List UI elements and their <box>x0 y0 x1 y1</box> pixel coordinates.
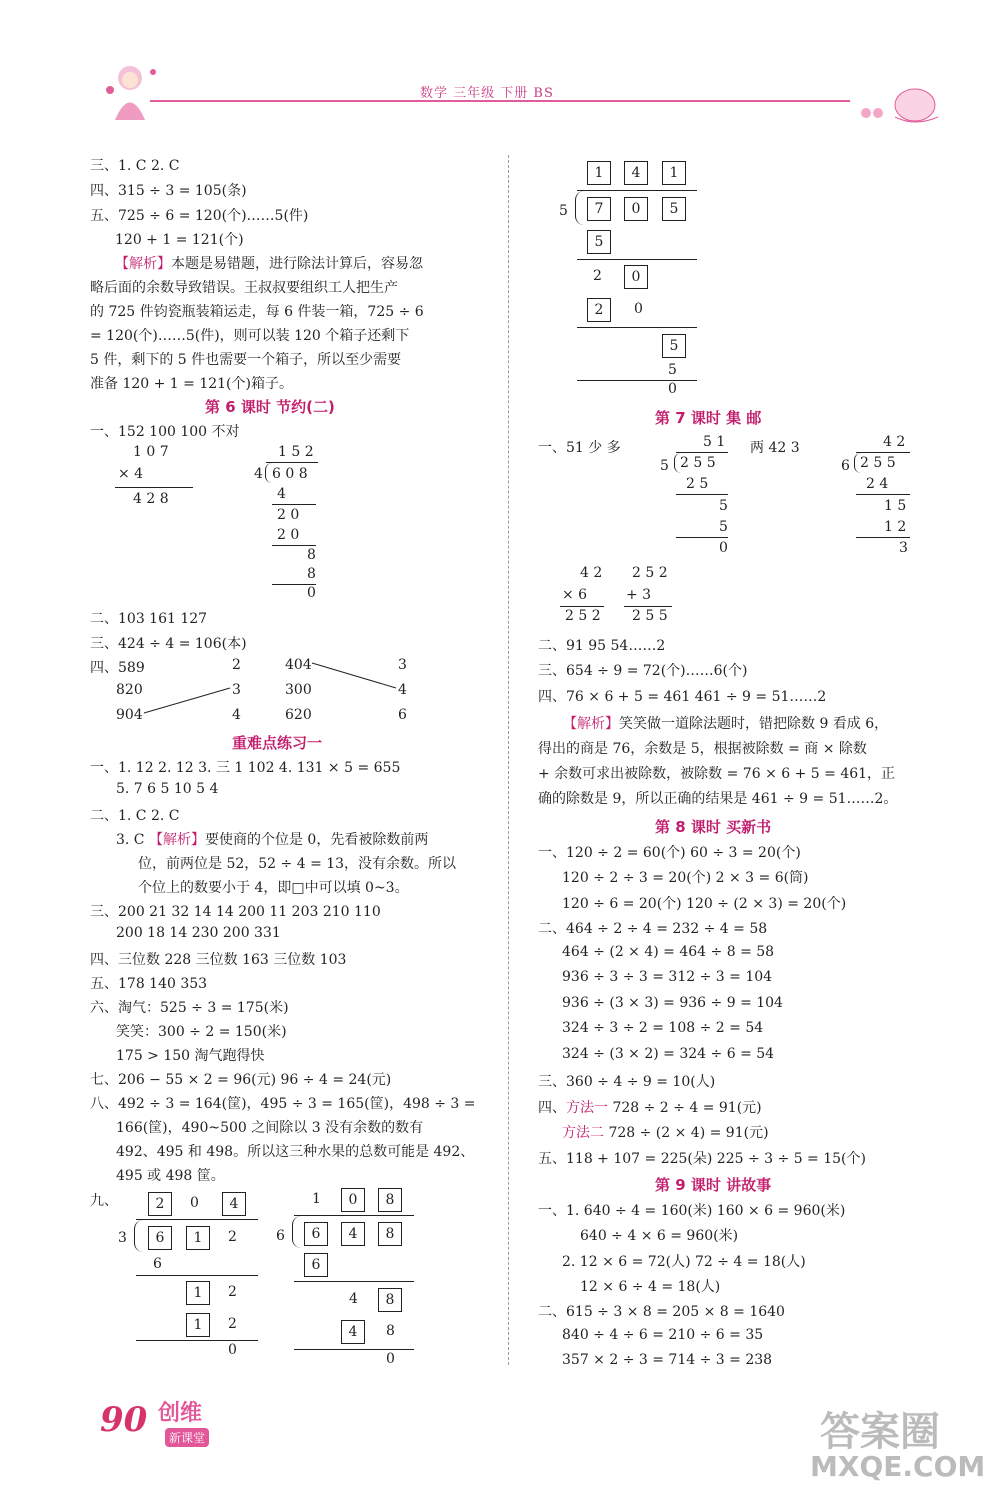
calc-digits: 4 2 <box>883 434 906 450</box>
calc-digits: 2 0 <box>277 527 300 543</box>
calc-digits: 0 <box>719 540 728 556</box>
page-number: 90 <box>100 1400 148 1440</box>
calc-digits: 6 <box>841 458 850 474</box>
calc-digits: 2 5 5 <box>632 608 668 624</box>
section-title: 重难点练习一 <box>232 734 323 752</box>
calc-rule <box>577 380 697 381</box>
calc-digits: 0 <box>668 381 677 397</box>
digit-box: 0 <box>624 197 648 221</box>
answer-line: 936 ÷ 3 ÷ 3 = 312 ÷ 3 = 104 <box>562 969 773 985</box>
answer-line: 464 ÷ (2 × 4) = 464 ÷ 8 = 58 <box>562 944 775 960</box>
calc-digits: 1 <box>312 1191 321 1207</box>
answer-line: 两 42 3 <box>750 440 800 456</box>
digit-box: 5 <box>587 230 611 254</box>
calc-rule <box>624 606 672 607</box>
calc-digits: 2 5 <box>686 476 709 492</box>
answer-line: 324 ÷ 3 ÷ 2 = 108 ÷ 2 = 54 <box>562 1020 764 1036</box>
calc-digits: 2 <box>228 1229 237 1245</box>
answer-line: 六、淘气：525 ÷ 3 = 175(米) <box>90 1000 289 1016</box>
answer-line: 120 ÷ 6 = 20(个) 120 ÷ (2 × 3) = 20(个) <box>562 896 847 912</box>
calc-digits: × 4 <box>118 466 144 482</box>
answer-line: 一、120 ÷ 2 = 60(个) 60 ÷ 3 = 20(个) <box>538 845 801 861</box>
division-bracket <box>134 1220 143 1252</box>
match-item: 904 <box>116 707 143 723</box>
page-title: 数学 三年级 下册 BS <box>420 86 554 101</box>
digit-box: 8 <box>378 1288 402 1312</box>
calc-digits: 3 <box>899 540 908 556</box>
match-item: 300 <box>285 682 312 698</box>
answer-line: 840 ÷ 4 ÷ 6 = 210 ÷ 6 = 35 <box>562 1327 764 1343</box>
section-title: 第 9 课时 讲故事 <box>655 1176 772 1194</box>
calc-rule <box>136 1340 258 1341</box>
answer-line: 一、152 100 100 不对 <box>90 424 240 440</box>
calc-rule <box>136 1219 258 1220</box>
answer-line: 五、178 140 353 <box>90 976 208 992</box>
match-item: 4 <box>398 682 407 698</box>
calc-digits: 6 0 8 <box>272 466 308 482</box>
brand-logo: 创维 <box>158 1401 203 1426</box>
digit-box: 5 <box>662 197 686 221</box>
calc-digits: 6 <box>276 1228 285 1244</box>
calc-digits: 8 <box>307 547 316 563</box>
calc-digits: 3 <box>118 1230 127 1246</box>
analysis-line <box>116 829 428 849</box>
digit-box: 6 <box>148 1226 172 1250</box>
calc-digits: 1 2 <box>884 519 907 535</box>
analysis-line: 确的除数是 9，所以正确的结果是 461 ÷ 9 = 51……2。 <box>538 791 898 807</box>
digit-box: 2 <box>587 298 611 322</box>
digit-box: 1 <box>587 161 611 185</box>
analysis-tag: 【解析】 <box>148 832 205 848</box>
calc-digits: 2 5 5 <box>860 455 896 471</box>
calc-rule <box>577 190 697 191</box>
digit-box: 6 <box>304 1222 328 1246</box>
calc-digits: 2 <box>228 1316 237 1332</box>
calc-digits: 1 5 <box>884 498 907 514</box>
calc-digits: 4 2 8 <box>133 491 169 507</box>
analysis-line: 得出的商是 76，余数是 5，根据被除数 = 商 × 除数 <box>538 741 867 757</box>
analysis-line: = 120(个)……5(件)，则可以装 120 个箱子还剩下 <box>90 328 410 344</box>
answer-text: 3. C <box>116 832 145 848</box>
match-line <box>312 663 396 688</box>
calc-digits: 1 0 7 <box>133 444 169 460</box>
answer-line: 一、51 少 多 <box>538 440 621 456</box>
analysis-tag: 【解析】 <box>115 256 171 272</box>
division-bracket <box>575 191 584 225</box>
calc-digits: 4 2 <box>580 565 603 581</box>
match-item: 620 <box>285 707 312 723</box>
calc-digits: 8 <box>307 566 316 582</box>
section-title: 第 6 课时 节约(二) <box>205 398 335 416</box>
answer-line: 五、725 ÷ 6 = 120(个)……5(件) <box>90 208 309 224</box>
digit-box: 1 <box>186 1226 210 1250</box>
digit-box: 2 <box>148 1192 172 1216</box>
answer-line: 一、1. 12 2. 12 3. 三 1 102 4. 131 × 5 = 655 <box>90 760 401 776</box>
calc-digits: 2 4 <box>866 476 889 492</box>
calc-digits: 2 5 2 <box>565 608 601 624</box>
answer-line: 四、三位数 228 三位数 163 三位数 103 <box>90 952 347 968</box>
answer-line: 三、654 ÷ 9 = 72(个)……6(个) <box>538 663 748 679</box>
answer-line <box>538 1097 762 1117</box>
calc-digits: 1 5 2 <box>278 444 314 460</box>
calc-rule <box>676 537 728 538</box>
calc-digits: 2 0 <box>277 507 300 523</box>
digit-box: 7 <box>587 197 611 221</box>
analysis-line: 位，前两位是 52，52 ÷ 4 = 13，没有余数。所以 <box>138 856 457 872</box>
calc-rule <box>294 1349 414 1350</box>
calc-digits: 4 <box>277 486 286 502</box>
match-item: 4 <box>232 707 241 723</box>
answer-line: 七、206 − 55 × 2 = 96(元) 96 ÷ 4 = 24(元) <box>90 1072 392 1088</box>
analysis-line: 5 件，剩下的 5 件也需要一个箱子，所以至少需要 <box>90 352 402 368</box>
analysis-line: 的 725 件钧瓷瓶装箱运走，每 6 件装一箱，725 ÷ 6 <box>90 304 424 320</box>
calc-digits: 0 <box>190 1195 199 1211</box>
answer-line: 二、615 ÷ 3 × 8 = 205 × 8 = 1640 <box>538 1304 785 1320</box>
calc-digits: × 6 <box>562 587 588 603</box>
answer-line: 357 × 2 ÷ 3 = 714 ÷ 3 = 238 <box>562 1352 773 1368</box>
answer-line: 八、492 ÷ 3 = 164(筐)，495 ÷ 3 = 165(筐)，498 ÷ 3 = <box>90 1096 476 1112</box>
answer-line: 三、424 ÷ 4 = 106(本) <box>90 636 247 652</box>
digit-box: 8 <box>378 1188 402 1212</box>
digit-box: 5 <box>662 334 686 358</box>
watermark-url: MXQE.COM <box>810 1450 986 1483</box>
section-title: 第 8 课时 买新书 <box>655 818 772 836</box>
calc-rule <box>136 1275 258 1276</box>
answer-line: 三、1. C 2. C <box>90 158 180 174</box>
division-bracket <box>292 1216 301 1248</box>
answer-line: 120 + 1 = 121(个) <box>115 232 244 248</box>
match-line <box>144 688 230 713</box>
answer-line <box>562 1122 769 1142</box>
answer-line: 一、1. 640 ÷ 4 = 160(米) 160 × 6 = 960(米) <box>538 1203 846 1219</box>
answer-line: 二、91 95 54……2 <box>538 638 666 654</box>
match-item: 3 <box>398 657 407 673</box>
digit-box: 4 <box>624 161 648 185</box>
digit-box: 0 <box>624 265 648 289</box>
analysis-line: 准备 120 + 1 = 121(个)箱子。 <box>90 376 293 392</box>
calc-rule <box>856 452 910 453</box>
answer-line: 200 18 14 230 200 331 <box>116 925 281 941</box>
digit-box: 4 <box>222 1192 246 1216</box>
analysis-line: 个位上的数要小于 4，即□中可以填 0~3。 <box>138 880 409 896</box>
calc-digits: 0 <box>634 301 643 317</box>
answer-line: 三、200 21 32 14 14 200 11 203 210 110 <box>90 904 381 920</box>
answer-line: 12 × 6 ÷ 4 = 18(人) <box>580 1279 721 1295</box>
answer-line: 120 ÷ 2 ÷ 3 = 20(个) 2 × 3 = 6(筒) <box>562 870 809 886</box>
section-title: 第 7 课时 集 邮 <box>655 409 762 427</box>
analysis-text: 要使商的个位是 0，先看被除数前两 <box>204 832 429 848</box>
calc-digits: 2 <box>228 1284 237 1300</box>
calc-rule <box>577 259 697 260</box>
answer-line: 2. 12 × 6 = 72(人) 72 ÷ 4 = 18(人) <box>562 1254 806 1270</box>
analysis-line <box>563 713 888 733</box>
brand-logo-sub: 新课堂 <box>165 1428 209 1447</box>
match-item: 404 <box>285 657 312 673</box>
calc-rule <box>676 494 728 495</box>
answer-text: 728 ÷ (2 × 4) = 91(元) <box>608 1125 769 1141</box>
calc-digits: 5 <box>719 519 728 535</box>
watermark-logo: 答案圈 <box>820 1409 940 1455</box>
answer-line: 四、315 ÷ 3 = 105(条) <box>90 183 247 199</box>
digit-box: 8 <box>378 1222 402 1246</box>
calc-digits: 5 <box>660 458 669 474</box>
calc-digits: 5 <box>668 362 677 378</box>
calc-digits: 4 <box>349 1291 358 1307</box>
match-item: 820 <box>116 682 143 698</box>
analysis-text: 本题是易错题，进行除法计算后，容易忽 <box>171 256 423 272</box>
answer-line: 492、495 和 498。所以这三种水果的总数可能是 492、 <box>116 1144 475 1160</box>
calc-digits: 5 <box>559 203 568 219</box>
answer-line: 二、103 161 127 <box>90 611 208 627</box>
calc-rule <box>294 1215 414 1216</box>
match-item: 2 <box>232 657 241 673</box>
answer-line: 二、1. C 2. C <box>90 808 180 824</box>
analysis-text: 笑笑做一道除法题时，错把除数 9 看成 6， <box>619 716 889 732</box>
calc-digits: 2 5 2 <box>632 565 668 581</box>
calc-digits: 0 <box>386 1351 395 1367</box>
answer-line: 五、118 + 107 = 225(朵) 225 ÷ 3 ÷ 5 = 15(个) <box>538 1151 866 1167</box>
calc-rule <box>676 452 728 453</box>
match-item: 3 <box>232 682 241 698</box>
digit-box: 6 <box>304 1253 328 1277</box>
answer-line: 495 或 498 筐。 <box>116 1168 225 1184</box>
digit-box: 4 <box>341 1320 365 1344</box>
answer-line: 166(筐)，490~500 之间除以 3 没有余数的数有 <box>116 1120 424 1136</box>
match-item: 四、589 <box>90 660 145 676</box>
answer-line: 三、360 ÷ 4 ÷ 9 = 10(人) <box>538 1074 716 1090</box>
analysis-line: 略后面的余数导致错误。王叔叔要组织工人把生产 <box>90 280 398 296</box>
calc-digits: 5 1 <box>703 434 726 450</box>
answer-line: 二、464 ÷ 2 ÷ 4 = 232 ÷ 4 = 58 <box>538 921 768 937</box>
match-item: 6 <box>398 707 407 723</box>
analysis-line: + 余数可求出被除数，被除数 = 76 × 6 + 5 = 461，正 <box>538 766 896 782</box>
digit-box: 1 <box>662 161 686 185</box>
answer-line: 四、76 × 6 + 5 = 461 461 ÷ 9 = 51……2 <box>538 689 827 705</box>
calc-digits: 5 <box>719 498 728 514</box>
method-label: 方法一 <box>566 1100 608 1116</box>
calc-digits: 4 <box>254 466 263 482</box>
answer-text: 728 ÷ 2 ÷ 4 = 91(元) <box>612 1100 762 1116</box>
answer-line: 笑笑：300 ÷ 2 = 150(米) <box>116 1024 287 1040</box>
calc-rule <box>577 327 697 328</box>
digit-box: 1 <box>186 1313 210 1337</box>
digit-box: 4 <box>341 1222 365 1246</box>
method-label: 方法二 <box>562 1125 604 1141</box>
calc-digits: 2 <box>593 268 602 284</box>
answer-line: 5. 7 6 5 10 5 4 <box>116 781 219 797</box>
answer-text: 四、 <box>538 1100 566 1116</box>
calc-digits: 0 <box>228 1342 237 1358</box>
calc-rule <box>856 494 910 495</box>
calc-rule <box>856 537 910 538</box>
calc-digits: 2 5 5 <box>680 455 716 471</box>
digit-box: 1 <box>186 1281 210 1305</box>
calc-rule <box>560 606 604 607</box>
calc-rule <box>294 1281 414 1282</box>
answer-line: 936 ÷ (3 × 3) = 936 ÷ 9 = 104 <box>562 995 783 1011</box>
answer-line: 640 ÷ 4 × 6 = 960(米) <box>580 1228 739 1244</box>
calc-digits: + 3 <box>626 587 652 603</box>
digit-box: 0 <box>341 1188 365 1212</box>
calc-digits: 6 <box>153 1256 162 1272</box>
answer-line: 九、 <box>90 1193 118 1209</box>
analysis-tag: 【解析】 <box>563 716 619 732</box>
answer-line: 175 > 150 淘气跑得快 <box>116 1048 265 1064</box>
calc-digits: 8 <box>386 1323 395 1339</box>
calc-digits: 0 <box>307 585 316 601</box>
answer-line: 324 ÷ (3 × 2) = 324 ÷ 6 = 54 <box>562 1046 775 1062</box>
